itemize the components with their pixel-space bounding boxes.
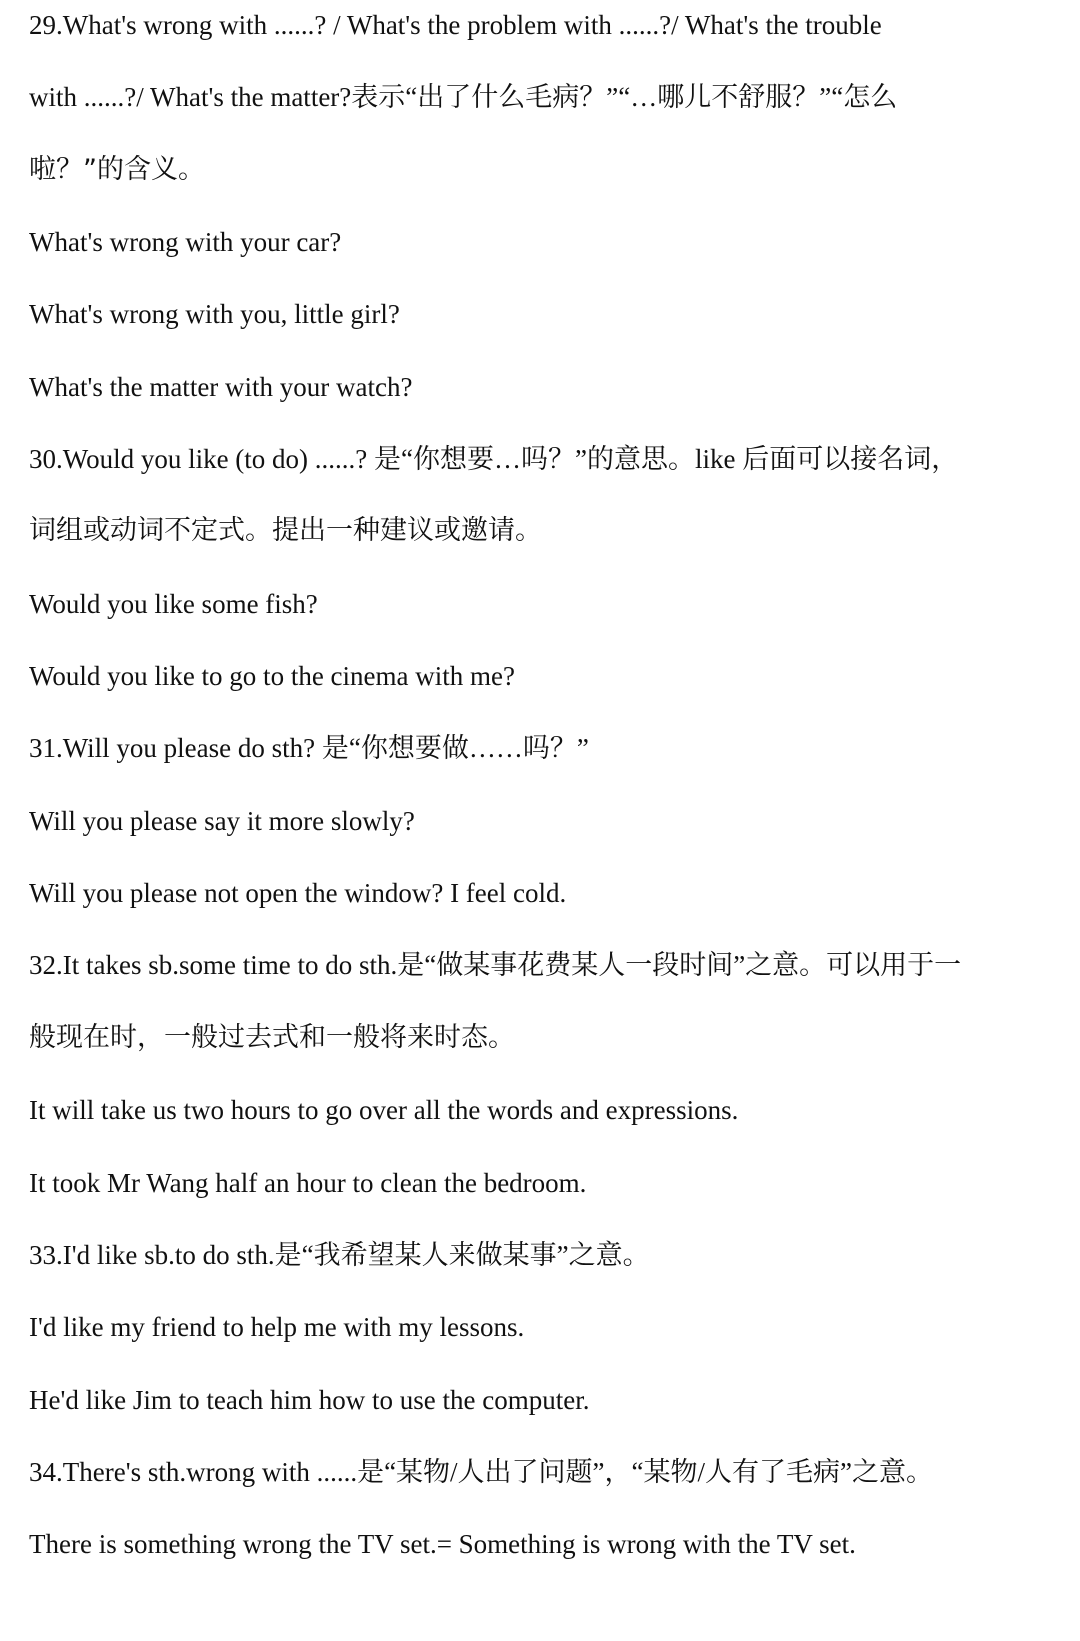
text-line: 般现在时，一般过去式和一般将来时态。 — [29, 1022, 515, 1053]
text-line: I'd like my friend to help me with my lessons. — [29, 1312, 525, 1342]
text-line: He'd like Jim to teach him how to use the computer. — [29, 1385, 590, 1415]
text-line: 31.Will you please do sth? 是“你想要做……吗？” — [29, 733, 589, 763]
text-line: 啦？”的含义。 — [29, 154, 205, 185]
text-line: There is something wrong the TV set.= Something is wrong with the TV set. — [29, 1529, 856, 1559]
text-line: 29.What's wrong with ......? / What's the problem with ......?/ What's the trouble — [29, 10, 882, 40]
text-line: What's wrong with your car? — [29, 227, 342, 257]
text-line: It took Mr Wang half an hour to clean the bedroom. — [29, 1168, 587, 1198]
text-line: 33.I'd like sb.to do sth.是“我希望某人来做某事”之意。 — [29, 1240, 650, 1270]
text-line: Will you please say it more slowly? — [29, 806, 415, 836]
text-line: 34.There's sth.wrong with ......是“某物/人出了问题”，“某物/人有了毛病”之意。 — [29, 1457, 934, 1487]
text-line: Would you like some fish? — [29, 589, 318, 619]
text-line: Will you please not open the window? I feel cold. — [29, 878, 567, 908]
text-line: What's wrong with you, little girl? — [29, 299, 400, 329]
text-line: with ......?/ What's the matter?表示“出了什么毛病？”“…哪儿不舒服？”“怎么 — [29, 82, 898, 112]
text-line: Would you like to go to the cinema with me? — [29, 661, 515, 691]
text-line: What's the matter with your watch? — [29, 372, 413, 402]
text-line: 词组或动词不定式。提出一种建议或邀请。 — [29, 515, 542, 546]
text-line: 32.It takes sb.some time to do sth.是“做某事花费某人一段时间”之意。可以用于一 — [29, 950, 962, 980]
text-line: 30.Would you like (to do) ......? 是“你想要…吗？”的意思。like 后面可以接名词， — [29, 444, 959, 474]
text-line: It will take us two hours to go over all the words and expressions. — [29, 1095, 739, 1125]
